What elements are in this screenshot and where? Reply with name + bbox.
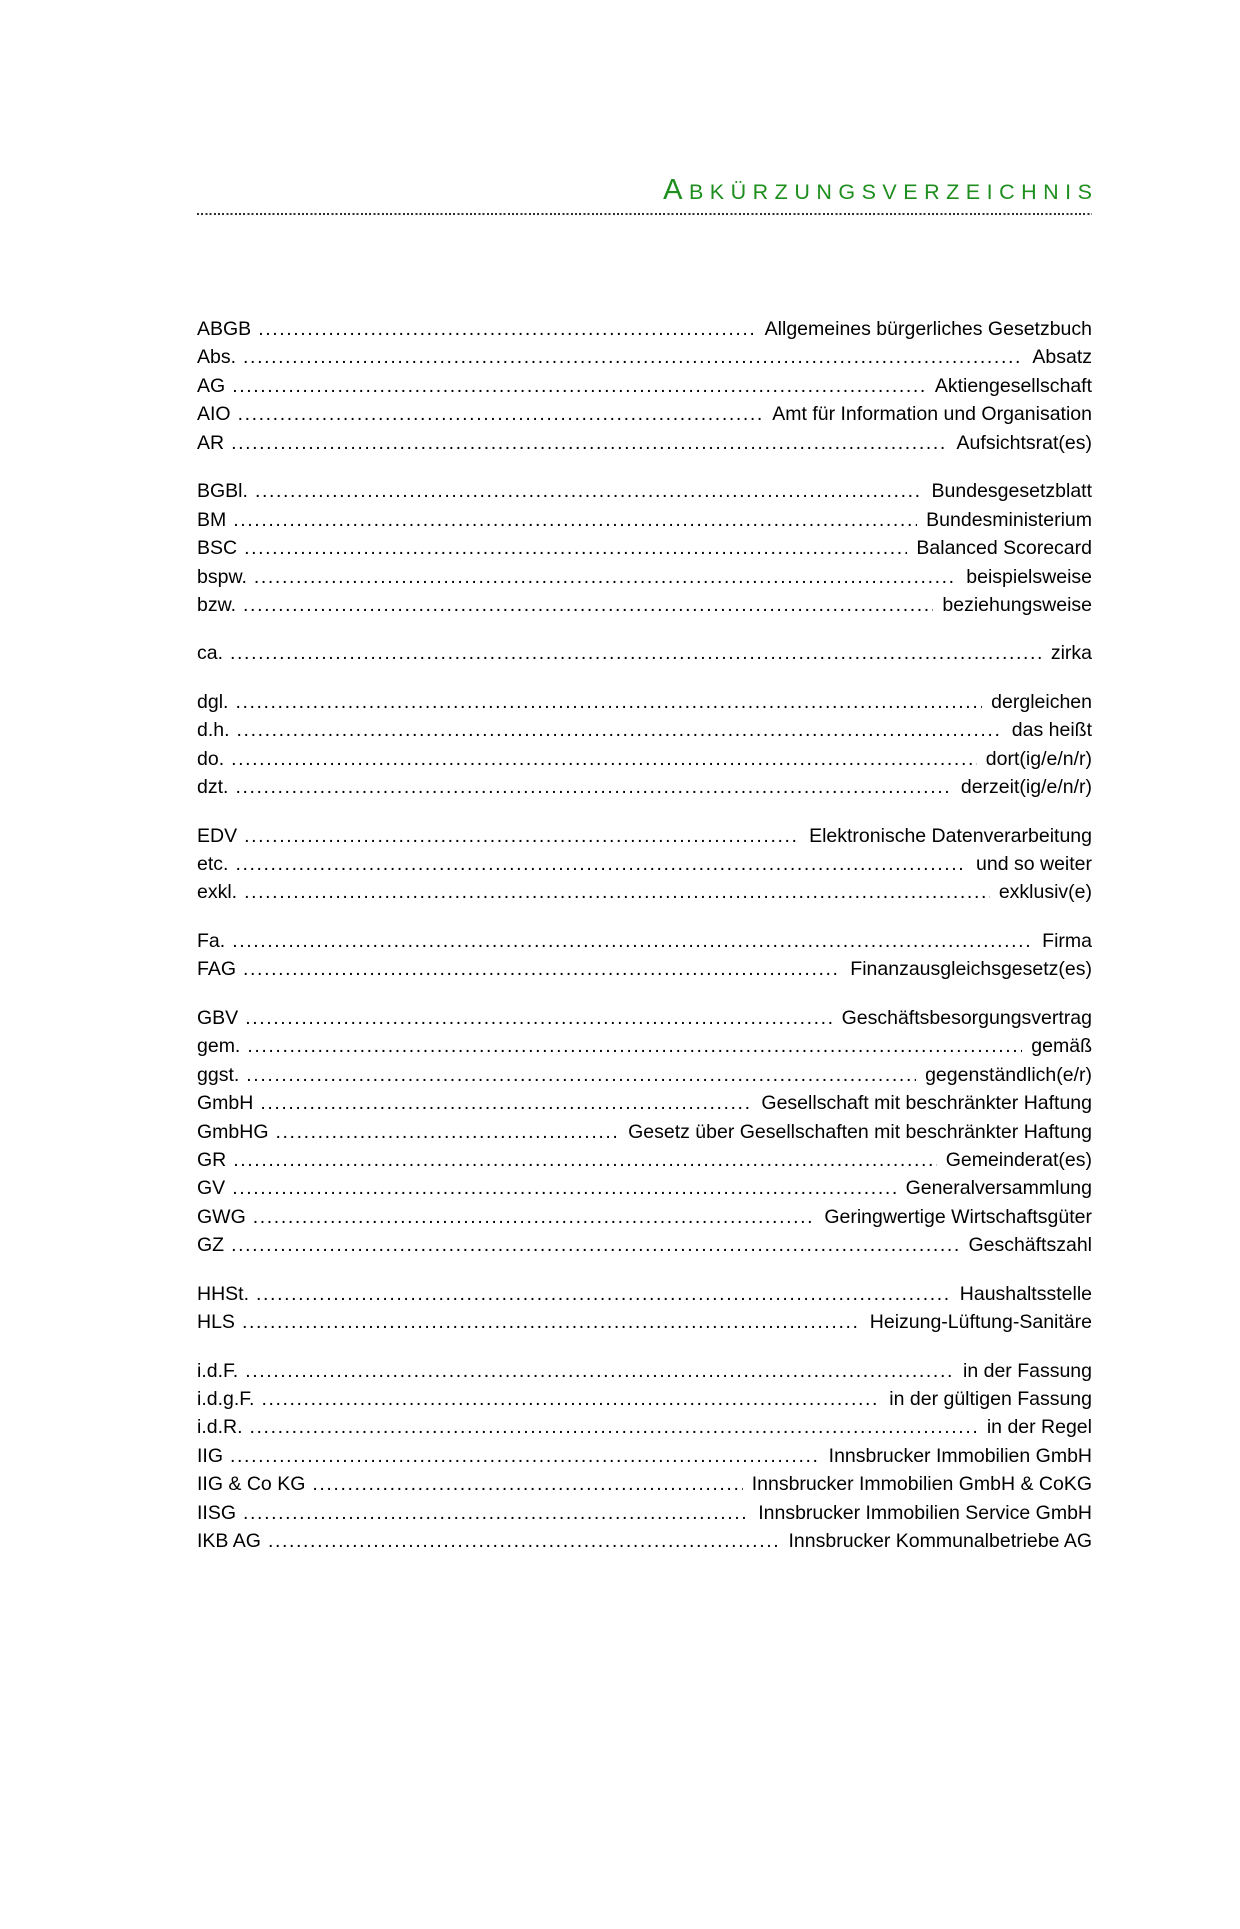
abbreviation-term: AIO bbox=[197, 403, 231, 426]
dot-leader bbox=[244, 822, 800, 850]
abbreviation-entry bbox=[197, 1470, 1092, 1498]
dot-leader bbox=[237, 716, 1003, 744]
abbreviation-expansion: Innsbrucker Immobilien Service GmbH bbox=[758, 1501, 1092, 1524]
abbreviation-entry bbox=[197, 1527, 1092, 1555]
dot-leader bbox=[243, 343, 1023, 371]
abbreviation-expansion: gemäß bbox=[1031, 1035, 1092, 1058]
abbreviation-term: ABGB bbox=[197, 318, 252, 340]
abbreviation-term: dgl. bbox=[197, 690, 229, 713]
dot-leader bbox=[235, 688, 982, 716]
abbreviation-expansion: Elektronische Datenverarbeitung bbox=[809, 824, 1092, 847]
abbreviation-expansion: Innsbrucker Kommunalbetriebe AG bbox=[788, 1530, 1092, 1553]
dot-leader bbox=[268, 1527, 780, 1555]
abbreviation-entry bbox=[197, 1146, 1092, 1174]
abbreviation-term: IISG bbox=[197, 1501, 237, 1524]
abbreviation-expansion: das heißt bbox=[1011, 719, 1092, 742]
abbreviation-entry bbox=[197, 1308, 1092, 1336]
abbreviation-expansion: Allgemeines bürgerliches Gesetzbuch bbox=[764, 318, 1092, 340]
dot-leader bbox=[232, 927, 1033, 955]
title-dotted-rule bbox=[197, 213, 1092, 215]
abbreviation-term: BSC bbox=[197, 537, 238, 560]
abbreviation-entry bbox=[197, 955, 1092, 983]
abbreviation-entry bbox=[197, 1231, 1092, 1259]
abbreviation-group bbox=[197, 477, 1092, 619]
abbreviation-term: GR bbox=[197, 1148, 227, 1171]
dot-leader bbox=[235, 850, 967, 878]
abbreviation-expansion: Haushaltsstelle bbox=[959, 1282, 1092, 1305]
abbreviation-entry bbox=[197, 822, 1092, 850]
dot-leader bbox=[247, 1032, 1022, 1060]
dot-leader bbox=[245, 1004, 832, 1032]
abbreviation-term: d.h. bbox=[197, 719, 230, 742]
abbreviation-group bbox=[197, 927, 1092, 984]
dot-leader bbox=[232, 1174, 896, 1202]
abbreviation-expansion: Absatz bbox=[1032, 346, 1092, 369]
abbreviation-expansion: Aufsichtsrat(es) bbox=[956, 431, 1092, 454]
dot-leader bbox=[260, 1089, 752, 1117]
abbreviation-term: FAG bbox=[197, 958, 237, 981]
abbreviation-term: IKB AG bbox=[197, 1530, 261, 1553]
dot-leader bbox=[230, 1442, 820, 1470]
dot-leader bbox=[235, 773, 951, 801]
abbreviation-term: etc. bbox=[197, 853, 229, 875]
abbreviation-group bbox=[197, 1280, 1092, 1337]
abbreviation-entry bbox=[197, 477, 1092, 505]
dot-leader bbox=[233, 1146, 936, 1174]
abbreviation-group bbox=[197, 639, 1092, 667]
abbreviation-term: i.d.R. bbox=[197, 1416, 243, 1439]
abbreviation-expansion: Geringwertige Wirtschaftsgüter bbox=[824, 1205, 1092, 1228]
dot-leader bbox=[233, 506, 917, 534]
abbreviation-term: BGBl. bbox=[197, 480, 248, 503]
abbreviation-term: i.d.g.F. bbox=[197, 1388, 255, 1410]
abbreviation-expansion: Innsbrucker Immobilien GmbH & CoKG bbox=[751, 1473, 1092, 1496]
abbreviation-entry bbox=[197, 1357, 1092, 1385]
abbreviation-term: BM bbox=[197, 508, 227, 531]
abbreviation-term: bspw. bbox=[197, 565, 247, 588]
abbreviation-entry bbox=[197, 1413, 1092, 1441]
abbreviation-expansion: exklusiv(e) bbox=[998, 881, 1092, 904]
abbreviation-term: Fa. bbox=[197, 929, 226, 952]
abbreviation-term: AG bbox=[197, 374, 226, 397]
abbreviation-term: dzt. bbox=[197, 776, 229, 799]
abbreviation-term: GmbH bbox=[197, 1092, 254, 1115]
abbreviation-expansion: zirka bbox=[1050, 642, 1092, 665]
abbreviation-term: GBV bbox=[197, 1006, 239, 1029]
abbreviation-expansion: Gesetz über Gesellschaften mit beschränkter Haftung bbox=[628, 1120, 1092, 1143]
abbreviation-entry bbox=[197, 1385, 1092, 1413]
abbreviation-entry bbox=[197, 927, 1092, 955]
abbreviation-expansion: in der Regel bbox=[986, 1416, 1092, 1439]
abbreviation-term: ggst. bbox=[197, 1063, 240, 1086]
abbreviation-expansion: in der gültigen Fassung bbox=[889, 1388, 1092, 1410]
abbreviation-term: AR bbox=[197, 431, 225, 454]
abbreviation-entry bbox=[197, 372, 1092, 400]
abbreviation-expansion: Balanced Scorecard bbox=[916, 537, 1092, 560]
abbreviation-expansion: beziehungsweise bbox=[942, 593, 1092, 616]
abbreviation-expansion: beispielsweise bbox=[966, 565, 1092, 588]
abbreviation-term: i.d.F. bbox=[197, 1359, 239, 1382]
dot-leader bbox=[254, 563, 957, 591]
abbreviation-list bbox=[197, 315, 1092, 1556]
dot-leader bbox=[276, 1118, 620, 1146]
abbreviation-expansion: Heizung-Lüftung-Sanitäre bbox=[869, 1311, 1092, 1334]
abbreviation-expansion: Finanzausgleichsgesetz(es) bbox=[850, 958, 1092, 981]
abbreviation-group bbox=[197, 1004, 1092, 1260]
abbreviation-term: ca. bbox=[197, 642, 224, 665]
abbreviation-entry bbox=[197, 878, 1092, 906]
abbreviation-entry bbox=[197, 1061, 1092, 1089]
abbreviation-term: HHSt. bbox=[197, 1282, 250, 1305]
abbreviation-entry bbox=[197, 591, 1092, 619]
abbreviation-expansion: Innsbrucker Immobilien GmbH bbox=[828, 1444, 1092, 1467]
abbreviation-expansion: Aktiengesellschaft bbox=[934, 374, 1092, 397]
page-title: ABKÜRZUNGSVERZEICHNIS bbox=[663, 174, 1099, 206]
abbreviation-entry bbox=[197, 688, 1092, 716]
dot-leader bbox=[242, 1308, 861, 1336]
dot-leader bbox=[312, 1470, 742, 1498]
abbreviation-entry bbox=[197, 343, 1092, 371]
abbreviation-term: GmbHG bbox=[197, 1120, 269, 1143]
abbreviation-term: EDV bbox=[197, 824, 238, 847]
abbreviation-expansion: derzeit(ig/e/n/r) bbox=[960, 776, 1092, 799]
dot-leader bbox=[244, 534, 907, 562]
dot-leader bbox=[255, 477, 923, 505]
abbreviation-group bbox=[197, 688, 1092, 802]
abbreviation-expansion: dergleichen bbox=[991, 690, 1092, 713]
abbreviation-expansion: Amt für Information und Organisation bbox=[772, 403, 1092, 426]
abbreviation-entry bbox=[197, 639, 1092, 667]
abbreviation-entry bbox=[197, 534, 1092, 562]
abbreviation-group bbox=[197, 315, 1092, 457]
abbreviation-entry bbox=[197, 1174, 1092, 1202]
document-page bbox=[0, 174, 1240, 1929]
abbreviation-term: gem. bbox=[197, 1035, 241, 1058]
dot-leader bbox=[244, 878, 990, 906]
abbreviation-expansion: Geschäftszahl bbox=[968, 1234, 1092, 1257]
abbreviation-entry bbox=[197, 1118, 1092, 1146]
dot-leader bbox=[230, 639, 1042, 667]
abbreviation-term: do. bbox=[197, 747, 225, 770]
dot-leader bbox=[243, 955, 841, 983]
abbreviation-expansion: Bundesministerium bbox=[926, 508, 1092, 531]
dot-leader bbox=[231, 745, 977, 773]
abbreviation-term: HLS bbox=[197, 1311, 235, 1334]
abbreviation-entry bbox=[197, 773, 1092, 801]
dot-leader bbox=[261, 1385, 880, 1413]
dot-leader bbox=[246, 1061, 916, 1089]
abbreviation-entry bbox=[197, 745, 1092, 773]
dot-leader bbox=[250, 1413, 978, 1441]
abbreviation-entry bbox=[197, 1203, 1092, 1231]
dot-leader bbox=[256, 1280, 951, 1308]
abbreviation-expansion: gegenständlich(e/r) bbox=[925, 1063, 1092, 1086]
abbreviation-entry bbox=[197, 1089, 1092, 1117]
dot-leader bbox=[258, 315, 755, 343]
abbreviation-entry bbox=[197, 1442, 1092, 1470]
abbreviation-term: IIG & Co KG bbox=[197, 1473, 306, 1496]
abbreviation-expansion: in der Fassung bbox=[963, 1359, 1092, 1382]
abbreviation-term: GWG bbox=[197, 1205, 246, 1228]
page-header bbox=[197, 174, 1099, 215]
abbreviation-expansion: Generalversammlung bbox=[905, 1177, 1092, 1200]
dot-leader bbox=[243, 1499, 749, 1527]
abbreviation-entry bbox=[197, 506, 1092, 534]
abbreviation-expansion: Gesellschaft mit beschränkter Haftung bbox=[761, 1092, 1092, 1115]
abbreviation-entry bbox=[197, 1499, 1092, 1527]
abbreviation-expansion: und so weiter bbox=[976, 853, 1092, 875]
abbreviation-entry bbox=[197, 1032, 1092, 1060]
abbreviation-term: exkl. bbox=[197, 881, 238, 904]
abbreviation-group bbox=[197, 1357, 1092, 1556]
dot-leader bbox=[238, 400, 764, 428]
dot-leader bbox=[243, 591, 933, 619]
abbreviation-expansion: Bundesgesetzblatt bbox=[931, 480, 1092, 503]
abbreviation-entry bbox=[197, 716, 1092, 744]
abbreviation-entry bbox=[197, 400, 1092, 428]
abbreviation-expansion: Geschäftsbesorgungsvertrag bbox=[841, 1006, 1092, 1029]
dot-leader bbox=[245, 1357, 954, 1385]
abbreviation-term: IIG bbox=[197, 1444, 224, 1467]
abbreviation-entry bbox=[197, 1004, 1092, 1032]
abbreviation-expansion: Gemeinderat(es) bbox=[945, 1148, 1092, 1171]
dot-leader bbox=[253, 1203, 816, 1231]
abbreviation-expansion: dort(ig/e/n/r) bbox=[985, 747, 1092, 770]
abbreviation-term: GZ bbox=[197, 1234, 225, 1257]
abbreviation-entry bbox=[197, 850, 1092, 878]
abbreviation-term: GV bbox=[197, 1177, 226, 1200]
dot-leader bbox=[231, 429, 947, 457]
abbreviation-term: bzw. bbox=[197, 593, 237, 616]
abbreviation-entry bbox=[197, 563, 1092, 591]
abbreviation-entry bbox=[197, 429, 1092, 457]
abbreviation-term: Abs. bbox=[197, 346, 237, 369]
dot-leader bbox=[231, 1231, 959, 1259]
abbreviation-entry bbox=[197, 315, 1092, 343]
abbreviation-entry bbox=[197, 1280, 1092, 1308]
abbreviation-expansion: Firma bbox=[1042, 929, 1092, 952]
dot-leader bbox=[232, 372, 926, 400]
abbreviation-group bbox=[197, 822, 1092, 907]
